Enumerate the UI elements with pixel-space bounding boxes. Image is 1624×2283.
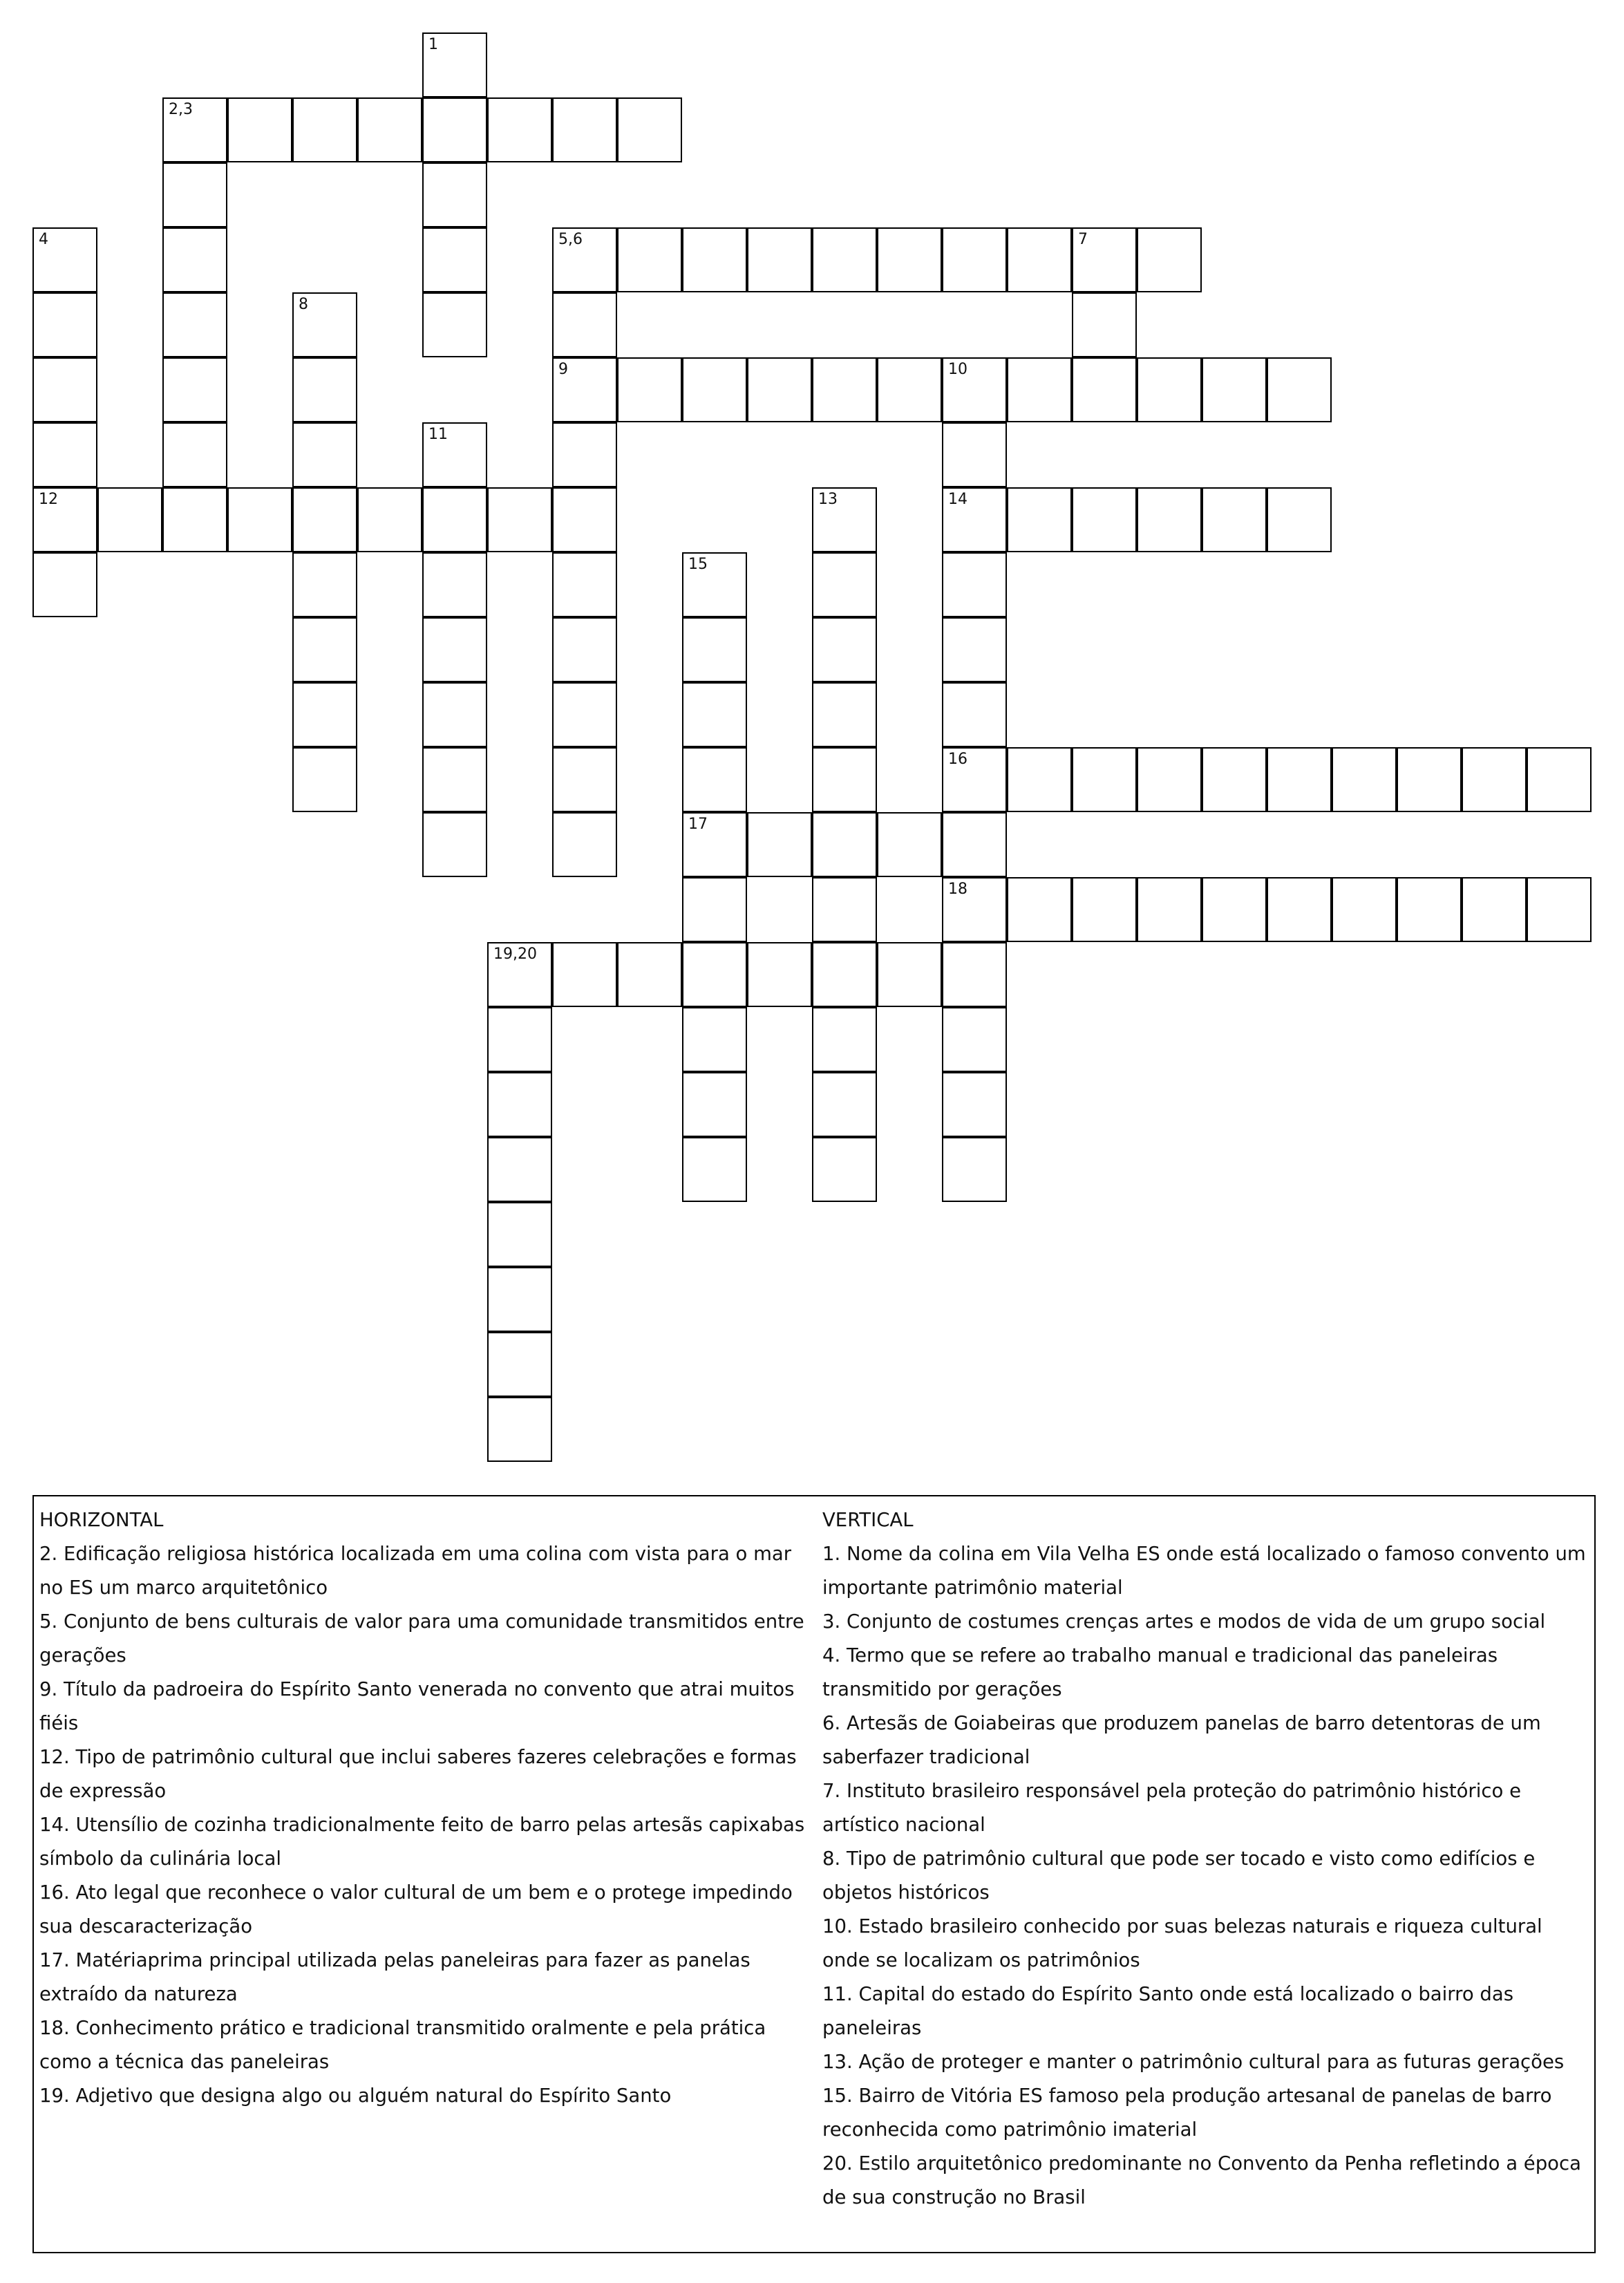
crossword-cell[interactable] bbox=[812, 812, 877, 877]
crossword-cell[interactable] bbox=[1072, 292, 1137, 357]
crossword-cell[interactable] bbox=[1072, 357, 1137, 422]
crossword-cell[interactable] bbox=[1137, 227, 1202, 292]
crossword-cell[interactable] bbox=[357, 487, 422, 552]
crossword-cell[interactable] bbox=[942, 812, 1007, 877]
vertical-clue: 15. Bairro de Vitória ES famoso pela produção artesanal de panelas de barro reconhecida como patrimônio imaterial bbox=[822, 2085, 1552, 2141]
crossword-cell[interactable] bbox=[1332, 877, 1397, 942]
vertical-clue: 13. Ação de proteger e manter o patrimônio cultural para as futuras gerações bbox=[822, 2051, 1565, 2073]
crossword-cell[interactable] bbox=[292, 422, 357, 487]
crossword-cell[interactable] bbox=[487, 1137, 552, 1202]
crossword-cell[interactable] bbox=[1202, 747, 1267, 812]
horizontal-clue: 17. Matériaprima principal utilizada pelas paneleiras para fazer as panelas extraído da natureza bbox=[39, 1949, 750, 2005]
crossword-cell[interactable] bbox=[1072, 487, 1137, 552]
horizontal-heading: HORIZONTAL bbox=[39, 1509, 164, 1531]
crossword-cell[interactable] bbox=[1007, 877, 1072, 942]
crossword-cell[interactable] bbox=[942, 1072, 1007, 1137]
vertical-clue: 8. Tipo de patrimônio cultural que pode ser tocado e visto como edifícios e objetos históricos bbox=[822, 1848, 1536, 1904]
vertical-clue: 4. Termo que se refere ao trabalho manual e tradicional das paneleiras transmitido por gerações bbox=[822, 1644, 1498, 1700]
crossword-cell[interactable] bbox=[682, 877, 747, 942]
crossword-cell[interactable] bbox=[162, 162, 227, 227]
crossword-cell[interactable] bbox=[1267, 487, 1332, 552]
crossword-cell[interactable] bbox=[162, 97, 227, 162]
crossword-cell[interactable] bbox=[1267, 747, 1332, 812]
crossword-cell[interactable] bbox=[32, 227, 97, 292]
crossword-cell[interactable] bbox=[1072, 747, 1137, 812]
crossword-cell[interactable] bbox=[487, 1007, 552, 1072]
crossword-cell[interactable] bbox=[292, 292, 357, 357]
crossword-cell[interactable] bbox=[682, 812, 747, 877]
crossword-cell[interactable] bbox=[32, 422, 97, 487]
crossword-cell[interactable] bbox=[812, 487, 877, 552]
crossword-cell[interactable] bbox=[487, 1397, 552, 1462]
crossword-cell[interactable] bbox=[552, 227, 617, 292]
crossword-cell[interactable] bbox=[162, 357, 227, 422]
crossword-cell[interactable] bbox=[357, 97, 422, 162]
horizontal-clue: 9. Título da padroeira do Espírito Santo venerada no convento que atrai muitos fiéis bbox=[39, 1678, 795, 1734]
crossword-cell[interactable] bbox=[162, 487, 227, 552]
crossword-cell[interactable] bbox=[682, 227, 747, 292]
crossword-cell[interactable] bbox=[682, 942, 747, 1007]
crossword-cell[interactable] bbox=[422, 162, 487, 227]
crossword-cell[interactable] bbox=[942, 552, 1007, 617]
clue-number-label: 4 bbox=[39, 231, 48, 248]
crossword-cell[interactable] bbox=[32, 357, 97, 422]
crossword-cell[interactable] bbox=[1137, 487, 1202, 552]
crossword-cell[interactable] bbox=[1267, 877, 1332, 942]
crossword-cell[interactable] bbox=[877, 357, 942, 422]
crossword-cell[interactable] bbox=[812, 1007, 877, 1072]
clue-number-label: 1 bbox=[428, 36, 438, 53]
crossword-cell[interactable] bbox=[617, 942, 682, 1007]
crossword-cell[interactable] bbox=[812, 552, 877, 617]
crossword-cell[interactable] bbox=[812, 747, 877, 812]
crossword-cell[interactable] bbox=[292, 97, 357, 162]
crossword-cell[interactable] bbox=[747, 227, 812, 292]
crossword-cell[interactable] bbox=[682, 682, 747, 747]
crossword-cell[interactable] bbox=[747, 812, 812, 877]
clue-number-label: 2,3 bbox=[169, 101, 193, 118]
clue-number-label: 10 bbox=[948, 361, 967, 378]
vertical-clue: 1. Nome da colina em Vila Velha ES onde está localizado o famoso convento um importante patrimônio material bbox=[822, 1543, 1586, 1599]
crossword-cell[interactable] bbox=[1137, 877, 1202, 942]
crossword-cell[interactable] bbox=[812, 942, 877, 1007]
crossword-cell[interactable] bbox=[552, 357, 617, 422]
crossword-cell[interactable] bbox=[1202, 357, 1267, 422]
clue-number-label: 18 bbox=[948, 881, 967, 898]
crossword-cell[interactable] bbox=[292, 747, 357, 812]
crossword-cell[interactable] bbox=[1007, 487, 1072, 552]
crossword-cell[interactable] bbox=[1072, 227, 1137, 292]
crossword-cell[interactable] bbox=[617, 97, 682, 162]
clue-number-label: 9 bbox=[558, 361, 568, 378]
clue-number-label: 19,20 bbox=[493, 946, 537, 963]
crossword-cell[interactable] bbox=[32, 487, 97, 552]
horizontal-clue: 5. Conjunto de bens culturais de valor para uma comunidade transmitidos entre gerações bbox=[39, 1610, 804, 1666]
crossword-cell[interactable] bbox=[812, 227, 877, 292]
crossword-cell[interactable] bbox=[812, 1072, 877, 1137]
crossword-cell[interactable] bbox=[877, 942, 942, 1007]
crossword-cell[interactable] bbox=[682, 1072, 747, 1137]
crossword-cell[interactable] bbox=[32, 292, 97, 357]
crossword-cell[interactable] bbox=[1527, 747, 1592, 812]
crossword-cell[interactable] bbox=[552, 487, 617, 552]
clue-number-label: 14 bbox=[948, 491, 967, 508]
crossword-cell[interactable] bbox=[942, 617, 1007, 682]
crossword-cell[interactable] bbox=[292, 617, 357, 682]
clue-number-label: 17 bbox=[688, 816, 708, 833]
crossword-cell[interactable] bbox=[422, 812, 487, 877]
crossword-cell[interactable] bbox=[1527, 877, 1592, 942]
crossword-cell[interactable] bbox=[552, 617, 617, 682]
crossword-cell[interactable] bbox=[422, 617, 487, 682]
crossword-cell[interactable] bbox=[487, 487, 552, 552]
crossword-cell[interactable] bbox=[942, 877, 1007, 942]
crossword-cell[interactable] bbox=[747, 357, 812, 422]
horizontal-clue: 12. Tipo de patrimônio cultural que inclui saberes fazeres celebrações e formas de expressão bbox=[39, 1746, 797, 1802]
crossword-cell[interactable] bbox=[942, 227, 1007, 292]
horizontal-clue: 18. Conhecimento prático e tradicional transmitido oralmente e pela prática como a técnica das paneleiras bbox=[39, 2017, 766, 2073]
clue-number-label: 8 bbox=[299, 296, 308, 313]
crossword-cell[interactable] bbox=[97, 487, 162, 552]
crossword-cell[interactable] bbox=[942, 357, 1007, 422]
crossword-cell[interactable] bbox=[227, 97, 292, 162]
clues-panel bbox=[32, 1495, 1596, 2253]
crossword-cell[interactable] bbox=[292, 552, 357, 617]
crossword-cell[interactable] bbox=[487, 942, 552, 1007]
crossword-cell[interactable] bbox=[1072, 877, 1137, 942]
crossword-cell[interactable] bbox=[942, 487, 1007, 552]
crossword-cell[interactable] bbox=[682, 1007, 747, 1072]
crossword-cell[interactable] bbox=[1462, 747, 1527, 812]
crossword-cell[interactable] bbox=[162, 422, 227, 487]
crossword-cell[interactable] bbox=[1462, 877, 1527, 942]
crossword-cell[interactable] bbox=[162, 292, 227, 357]
crossword-cell[interactable] bbox=[617, 357, 682, 422]
vertical-clue: 6. Artesãs de Goiabeiras que produzem panelas de barro detentoras de um saberfazer tradicional bbox=[822, 1712, 1541, 1768]
crossword-cell[interactable] bbox=[812, 877, 877, 942]
crossword-cell[interactable] bbox=[422, 227, 487, 292]
crossword-cell[interactable] bbox=[1007, 747, 1072, 812]
horizontal-clues bbox=[39, 1503, 817, 2113]
crossword-cell[interactable] bbox=[617, 227, 682, 292]
crossword-cell[interactable] bbox=[487, 1267, 552, 1332]
crossword-cell[interactable] bbox=[422, 747, 487, 812]
crossword-cell[interactable] bbox=[1202, 487, 1267, 552]
crossword-cell[interactable] bbox=[812, 617, 877, 682]
crossword-cell[interactable] bbox=[942, 422, 1007, 487]
vertical-clues bbox=[822, 1503, 1591, 2215]
crossword-cell[interactable] bbox=[682, 357, 747, 422]
crossword-cell[interactable] bbox=[487, 1332, 552, 1397]
crossword-cell[interactable] bbox=[682, 747, 747, 812]
crossword-cell[interactable] bbox=[812, 682, 877, 747]
clue-number-label: 13 bbox=[818, 491, 838, 508]
crossword-cell[interactable] bbox=[552, 97, 617, 162]
vertical-clue: 7. Instituto brasileiro responsável pela proteção do patrimônio histórico e artístico nacional bbox=[822, 1780, 1521, 1836]
crossword-cell[interactable] bbox=[162, 227, 227, 292]
vertical-clue: 20. Estilo arquitetônico predominante no Convento da Penha refletindo a época de sua construção no Brasil bbox=[822, 2152, 1581, 2208]
crossword-cell[interactable] bbox=[682, 1137, 747, 1202]
crossword-cell[interactable] bbox=[422, 552, 487, 617]
crossword-cell[interactable] bbox=[422, 682, 487, 747]
crossword-cell[interactable] bbox=[942, 942, 1007, 1007]
crossword-cell[interactable] bbox=[877, 812, 942, 877]
clue-number-label: 11 bbox=[428, 426, 448, 443]
crossword-cell[interactable] bbox=[292, 682, 357, 747]
vertical-clue: 10. Estado brasileiro conhecido por suas belezas naturais e riqueza cultural onde se localizam os patrimônios bbox=[822, 1915, 1542, 1971]
crossword-cell[interactable] bbox=[552, 942, 617, 1007]
horizontal-clue: 16. Ato legal que reconhece o valor cultural de um bem e o protege impedindo sua descaracterização bbox=[39, 1881, 793, 1937]
vertical-clue: 3. Conjunto de costumes crenças artes e modos de vida de um grupo social bbox=[822, 1610, 1546, 1633]
clue-number-label: 15 bbox=[688, 556, 708, 573]
crossword-cell[interactable] bbox=[422, 422, 487, 487]
crossword-cell[interactable] bbox=[1202, 877, 1267, 942]
crossword-cell[interactable] bbox=[292, 487, 357, 552]
crossword-cell[interactable] bbox=[682, 552, 747, 617]
crossword-cell[interactable] bbox=[1137, 747, 1202, 812]
crossword-cell[interactable] bbox=[422, 32, 487, 97]
crossword-cell[interactable] bbox=[1397, 877, 1462, 942]
crossword-cell[interactable] bbox=[487, 97, 552, 162]
crossword-cell[interactable] bbox=[1397, 747, 1462, 812]
crossword-cell[interactable] bbox=[552, 747, 617, 812]
crossword-cell[interactable] bbox=[552, 422, 617, 487]
vertical-heading: VERTICAL bbox=[822, 1509, 914, 1531]
crossword-cell[interactable] bbox=[942, 747, 1007, 812]
crossword-cell[interactable] bbox=[682, 617, 747, 682]
crossword-cell[interactable] bbox=[942, 682, 1007, 747]
crossword-cell[interactable] bbox=[1137, 357, 1202, 422]
horizontal-clue: 19. Adjetivo que designa algo ou alguém natural do Espírito Santo bbox=[39, 2085, 672, 2107]
crossword-cell[interactable] bbox=[552, 292, 617, 357]
vertical-clue: 11. Capital do estado do Espírito Santo onde está localizado o bairro das paneleiras bbox=[822, 1983, 1514, 2039]
crossword-cell[interactable] bbox=[292, 357, 357, 422]
crossword-cell[interactable] bbox=[422, 97, 487, 162]
clue-number-label: 16 bbox=[948, 751, 967, 768]
crossword-cell[interactable] bbox=[487, 1202, 552, 1267]
crossword-cell[interactable] bbox=[32, 552, 97, 617]
crossword-cell[interactable] bbox=[812, 1137, 877, 1202]
crossword-cell[interactable] bbox=[1007, 357, 1072, 422]
clue-number-label: 5,6 bbox=[558, 231, 583, 248]
crossword-cell[interactable] bbox=[1267, 357, 1332, 422]
crossword-cell[interactable] bbox=[812, 357, 877, 422]
crossword-cell[interactable] bbox=[1332, 747, 1397, 812]
horizontal-clue: 14. Utensílio de cozinha tradicionalmente feito de barro pelas artesãs capixabas símbolo da culinária local bbox=[39, 1814, 805, 1870]
crossword-cell[interactable] bbox=[1007, 227, 1072, 292]
horizontal-clue: 2. Edificação religiosa histórica localizada em uma colina com vista para o mar no ES um marco arquitetônico bbox=[39, 1543, 792, 1599]
clue-number-label: 12 bbox=[39, 491, 58, 508]
crossword-cell[interactable] bbox=[942, 1007, 1007, 1072]
crossword-cell[interactable] bbox=[487, 1072, 552, 1137]
clue-number-label: 7 bbox=[1078, 231, 1088, 248]
crossword-cell[interactable] bbox=[942, 1137, 1007, 1202]
crossword-cell[interactable] bbox=[877, 227, 942, 292]
crossword-cell[interactable] bbox=[227, 487, 292, 552]
crossword-cell[interactable] bbox=[552, 552, 617, 617]
crossword-cell[interactable] bbox=[552, 682, 617, 747]
crossword-cell[interactable] bbox=[422, 487, 487, 552]
crossword-cell[interactable] bbox=[422, 292, 487, 357]
crossword-cell[interactable] bbox=[552, 812, 617, 877]
crossword-cell[interactable] bbox=[747, 942, 812, 1007]
